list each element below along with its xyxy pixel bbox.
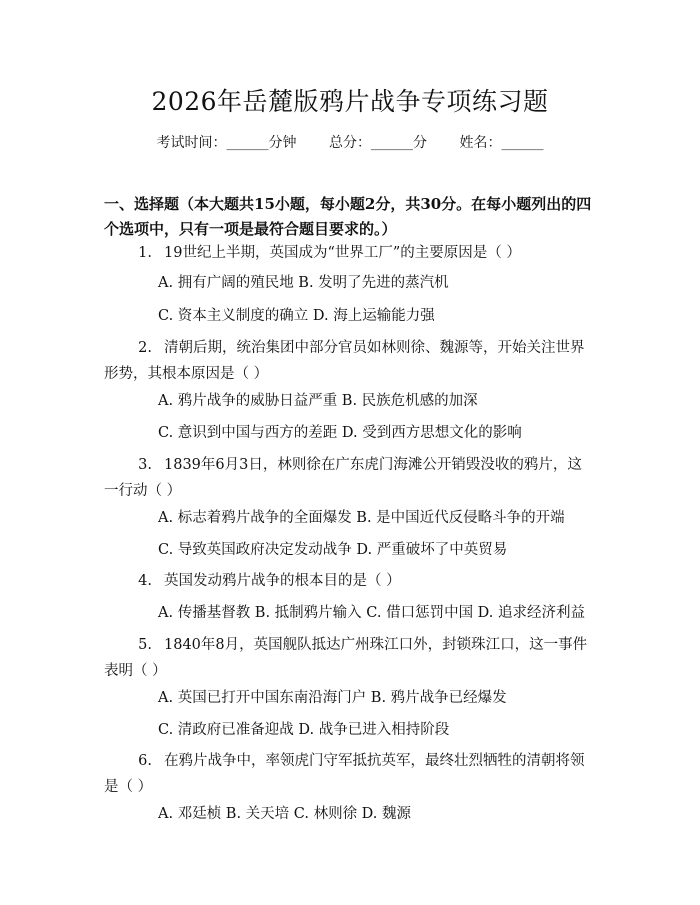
section-heading: 一、选择题（本大题共15小题，每小题2分，共30分。在每小题列出的四个选项中，只有一项是最符合题目要求的。）	[104, 195, 592, 238]
question-4-options-line-1: A. 传播基督教 B. 抵制鸦片输入 C. 借口惩罚中国 D. 追求经济利益	[158, 605, 586, 621]
question-3	[104, 452, 596, 504]
question-2-options-line-1: A. 鸦片战争的威胁日益严重 B. 民族危机感的加深	[158, 393, 478, 409]
question-1	[104, 240, 596, 266]
question-5	[104, 632, 596, 684]
question-number: 6.	[138, 753, 152, 769]
question-number: 4.	[138, 573, 152, 589]
question-6	[104, 748, 596, 800]
question-number: 1.	[138, 245, 152, 261]
question-number: 5.	[138, 637, 152, 653]
question-stem: 清朝后期，统治集团中部分官员如林则徐、魏源等，开始关注世界形势，其根本原因是（ ）	[104, 340, 585, 382]
question-3-options-line-1: A. 标志着鸦片战争的全面爆发 B. 是中国近代反侵略斗争的开端	[158, 510, 565, 526]
question-2	[104, 335, 596, 387]
total-score-field: 总分：______分	[329, 135, 427, 151]
question-2-options-line-2: C. 意识到中国与西方的差距 D. 受到西方思想文化的影响	[158, 425, 522, 441]
question-1-options-line-1: A. 拥有广阔的殖民地 B. 发明了先进的蒸汽机	[158, 275, 449, 291]
question-stem: 1839年6月3日，林则徐在广东虎门海滩公开销毁没收的鸦片，这一行动（ ）	[104, 457, 582, 499]
question-1-options-line-2: C. 资本主义制度的确立 D. 海上运输能力强	[158, 308, 435, 324]
question-6-options-line-1: A. 邓廷桢 B. 关天培 C. 林则徐 D. 魏源	[158, 806, 412, 822]
question-number: 2.	[138, 340, 152, 356]
question-stem: 1840年8月，英国舰队抵达广州珠江口外，封锁珠江口，这一事件表明（ ）	[104, 637, 588, 679]
question-stem: 在鸦片战争中，率领虎门守军抵抗英军，最终壮烈牺牲的清朝将领是（ ）	[104, 753, 585, 795]
question-4	[104, 568, 596, 594]
exam-meta	[0, 132, 700, 152]
exam-time-field: 考试时间：______分钟	[156, 135, 297, 151]
question-stem: 英国发动鸦片战争的根本目的是（ ）	[164, 573, 401, 589]
question-3-options-line-2: C. 导致英国政府决定发动战争 D. 严重破坏了中英贸易	[158, 542, 508, 558]
name-field: 姓名：______	[459, 135, 544, 151]
page-title: 2026年岳麓版鸦片战争专项练习题	[151, 87, 549, 116]
question-stem: 19世纪上半期，英国成为“世界工厂”的主要原因是（ ）	[164, 245, 521, 261]
question-5-options-line-2: C. 清政府已准备迎战 D. 战争已进入相持阶段	[158, 722, 450, 738]
question-5-options-line-1: A. 英国已打开中国东南沿海门户 B. 鸦片战争已经爆发	[158, 690, 507, 706]
question-number: 3.	[138, 457, 152, 473]
